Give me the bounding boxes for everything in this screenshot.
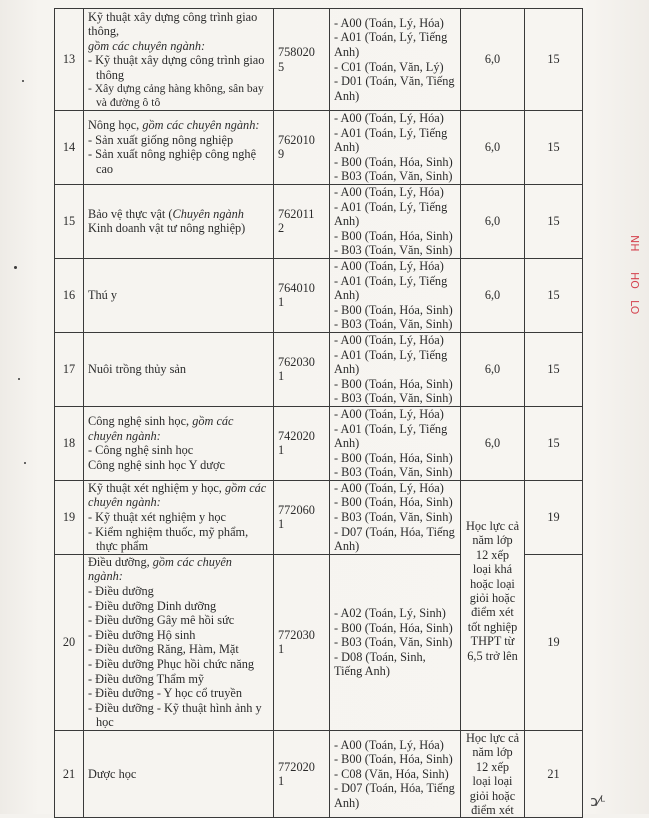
program-code-part: 764010 — [278, 280, 315, 295]
program-name-line: Kỹ thuật xét nghiệm y học, gồm các chuyên ngành: — [88, 480, 267, 510]
program-name-line: - Công nghệ sinh học — [88, 443, 194, 458]
requirement-line: 12 xếp — [475, 547, 510, 562]
minimum-score-cell: 6,0 — [461, 406, 525, 480]
subject-combo: - A00 (Toán, Lý, Hóa) — [334, 737, 444, 752]
subject-combo: - B03 (Toán, Văn, Sinh) — [334, 635, 453, 650]
row-number: 15 — [55, 184, 84, 258]
requirement-line: 12 xếp — [475, 759, 510, 774]
quota-cell: 15 — [525, 258, 583, 332]
program-code-part: 1 — [278, 369, 285, 384]
requirement-line: loại loại — [472, 774, 513, 789]
subject-combos-cell — [330, 480, 461, 554]
subject-combo: - C01 (Toán, Văn, Lý) — [334, 59, 444, 74]
table-row — [55, 9, 583, 111]
program-name-line: - Điều dưỡng Thẩm mỹ — [88, 671, 205, 686]
minimum-score-cell: 6,0 — [461, 111, 525, 185]
program-name-cell — [84, 258, 274, 332]
minimum-score-cell: 6,0 — [461, 184, 525, 258]
program-name-line: - Điều dưỡng - Y học cổ truyền — [88, 686, 242, 701]
row-number: 18 — [55, 406, 84, 480]
requirement-line: điểm xét — [471, 605, 514, 620]
program-name-line: - Điều dưỡng Hộ sinh — [88, 627, 196, 642]
table-row — [55, 480, 583, 554]
subject-combo: - B00 (Toán, Hóa, Sinh) — [334, 228, 453, 243]
requirement-line: hoặc loại — [470, 576, 515, 591]
requirement-line: THPT từ — [470, 634, 515, 649]
subject-combo: - A00 (Toán, Lý, Hóa) — [334, 184, 444, 199]
program-name-cell — [84, 111, 274, 185]
table-row — [55, 332, 583, 406]
requirement-line: năm lớp — [472, 745, 513, 760]
program-code-part: 762011 — [278, 206, 315, 221]
program-name-line: - Điều dưỡng Phục hồi chức năng — [88, 657, 254, 671]
scan-speck — [22, 80, 24, 82]
quota-cell: 19 — [525, 480, 583, 554]
subject-combo: - B00 (Toán, Hóa, Sinh) — [334, 450, 453, 465]
program-name-line: - Điều dưỡng Gây mê hồi sức — [88, 613, 235, 628]
program-code-cell — [274, 480, 330, 554]
subject-combo: - B03 (Toán, Văn, Sinh) — [334, 465, 453, 480]
subject-combo: - B03 (Toán, Văn, Sinh) — [334, 317, 453, 332]
requirement-line: điểm xét — [471, 803, 514, 817]
row-number: 19 — [55, 480, 84, 554]
admission-requirement-cell — [461, 730, 525, 817]
requirement-line: giỏi hoặc — [469, 788, 516, 803]
subject-combos-cell — [330, 554, 461, 730]
program-name-cell — [84, 480, 274, 554]
program-name-line: Bảo vệ thực vật (Chuyên ngành — [88, 206, 244, 221]
subject-combos-cell — [330, 332, 461, 406]
subject-combo: - A00 (Toán, Lý, Hóa) — [334, 258, 444, 273]
subject-combos-cell — [330, 9, 461, 111]
row-number: 20 — [55, 554, 84, 730]
quota-cell: 15 — [525, 406, 583, 480]
program-code-cell — [274, 111, 330, 185]
requirement-line: 6,5 trở lên — [467, 648, 518, 663]
program-name-cell — [84, 406, 274, 480]
subject-combo: - B03 (Toán, Văn, Sinh) — [334, 243, 453, 258]
admission-requirement-cell — [461, 480, 525, 730]
program-name-line: Kỹ thuật xây dựng công trình giao thông, — [88, 9, 258, 39]
program-name-line: - Sản xuất giống nông nghiệp — [88, 132, 234, 147]
subject-combo: - A01 (Toán, Lý, Tiếng Anh) — [334, 30, 448, 59]
program-code-part: 742020 — [278, 428, 315, 443]
subject-combo: - B00 (Toán, Hóa, Sinh) — [334, 620, 453, 635]
subject-combo: - B00 (Toán, Hóa, Sinh) — [334, 302, 453, 317]
program-name-line: - Kỹ thuật xây dựng công trình giao thông — [88, 53, 265, 82]
program-name-line: Nông học, gồm các chuyên ngành: — [88, 118, 260, 133]
subject-combo: - A00 (Toán, Lý, Hóa) — [334, 332, 444, 347]
minimum-score-cell: 6,0 — [461, 332, 525, 406]
handwritten-mark: ɔ⁄ᴸ — [590, 794, 605, 810]
subject-combo: - B03 (Toán, Văn, Sinh) — [334, 510, 453, 525]
subject-combo: - A01 (Toán, Lý, Tiếng Anh) — [334, 421, 448, 451]
minimum-score-cell: 6,0 — [461, 9, 525, 111]
table-row — [55, 730, 583, 817]
program-code-part: 772060 — [278, 502, 315, 517]
subject-combo: - B00 (Toán, Hóa, Sinh) — [334, 495, 453, 510]
program-code-cell — [274, 406, 330, 480]
requirement-line: Học lực cả — [465, 518, 520, 533]
program-name-line: Kinh doanh vật tư nông nghiệp) — [88, 221, 246, 236]
row-number: 21 — [55, 730, 84, 817]
scan-speck — [14, 266, 17, 269]
program-code-cell — [274, 184, 330, 258]
program-name-line: Nuôi trồng thủy sản — [88, 362, 187, 377]
requirement-line: Học lực cả — [465, 730, 520, 745]
subject-combo: - A01 (Toán, Lý, Tiếng Anh) — [334, 273, 448, 303]
program-name-line: Thú y — [88, 288, 118, 303]
program-code-part: 1 — [278, 642, 285, 657]
margin-stamp-fragment: HO — [628, 272, 641, 289]
subject-combo: - B03 (Toán, Văn, Sinh) — [334, 169, 453, 184]
program-code-part: 1 — [278, 443, 285, 458]
program-name-line: - Sản xuất nông nghiệp công nghệ cao — [88, 147, 257, 177]
program-name-line: Công nghệ sinh học Y dược — [88, 457, 225, 472]
program-name-line: - Điều dưỡng Dinh dưỡng — [88, 598, 217, 613]
program-code-cell — [274, 554, 330, 730]
program-code-cell — [274, 730, 330, 817]
table-row — [55, 111, 583, 185]
row-number: 16 — [55, 258, 84, 332]
program-code-cell — [274, 9, 330, 111]
program-code-part: 1 — [278, 774, 285, 789]
subject-combo: - A00 (Toán, Lý, Hóa) — [334, 111, 444, 125]
quota-cell: 15 — [525, 9, 583, 111]
program-name-line: - Điều dưỡng - Kỹ thuật hình ảnh y học — [88, 700, 262, 730]
row-number: 13 — [55, 9, 84, 111]
program-code-part: 1 — [278, 295, 285, 310]
table-row — [55, 406, 583, 480]
quota-cell: 15 — [525, 111, 583, 185]
subject-combo: - D01 (Toán, Văn, Tiếng Anh) — [334, 74, 455, 103]
requirement-line: loại khá — [472, 562, 513, 577]
program-name-line: - Xây dựng cảng hàng không, sân bay và đường ô tô — [88, 82, 264, 109]
program-name-line: - Kỹ thuật xét nghiệm y học — [88, 510, 226, 525]
margin-stamp-fragment: LO — [628, 300, 641, 315]
subject-combo: - A01 (Toán, Lý, Tiếng Anh) — [334, 347, 448, 377]
program-code-part: 758020 — [278, 44, 315, 59]
program-name-line: Dược học — [88, 766, 137, 781]
program-code-part: 762010 — [278, 132, 315, 147]
program-name-cell — [84, 730, 274, 817]
table-row — [55, 258, 583, 332]
subject-combos-cell — [330, 184, 461, 258]
subject-combo: - A00 (Toán, Lý, Hóa) — [334, 480, 444, 495]
admission-table — [54, 8, 583, 818]
subject-combo: - A00 (Toán, Lý, Hóa) — [334, 15, 444, 30]
program-name-line: - Điều dưỡng — [88, 584, 154, 599]
subject-combo: - B00 (Toán, Hóa, Sinh) — [334, 376, 453, 391]
quota-cell: 19 — [525, 554, 583, 730]
subject-combos-cell — [330, 111, 461, 185]
subject-combo: - B00 (Toán, Hóa, Sinh) — [334, 752, 453, 767]
margin-stamp-fragment: NH — [628, 235, 641, 252]
subject-combo: - D07 (Toán, Hóa, Tiếng Anh) — [334, 781, 455, 811]
program-name-cell — [84, 184, 274, 258]
quota-cell: 15 — [525, 332, 583, 406]
subject-combo: - A00 (Toán, Lý, Hóa) — [334, 406, 444, 421]
requirement-line: giỏi hoặc — [469, 590, 516, 605]
row-number: 17 — [55, 332, 84, 406]
program-name-line: - Điều dưỡng Răng, Hàm, Mặt — [88, 642, 239, 657]
subject-combos-cell — [330, 730, 461, 817]
subject-combo: - D08 (Toán, Sinh, Tiếng Anh) — [334, 649, 426, 679]
requirement-line: năm lớp — [472, 533, 513, 548]
subject-combo: - B00 (Toán, Hóa, Sinh) — [334, 154, 453, 169]
quota-cell: 21 — [525, 730, 583, 817]
subject-combo: - A01 (Toán, Lý, Tiếng Anh) — [334, 199, 448, 229]
quota-cell: 15 — [525, 184, 583, 258]
subject-combo: - D07 (Toán, Hóa, Tiếng Anh) — [334, 524, 455, 554]
scan-speck — [18, 378, 20, 380]
program-name-cell — [84, 554, 274, 730]
minimum-score-cell: 6,0 — [461, 258, 525, 332]
program-code-cell — [274, 332, 330, 406]
requirement-line: tốt nghiệp — [467, 619, 518, 634]
program-code-part: 772020 — [278, 759, 315, 774]
program-code-part: 762030 — [278, 354, 315, 369]
program-code-part: 5 — [278, 59, 285, 74]
row-number: 14 — [55, 111, 84, 185]
scan-speck — [24, 462, 26, 464]
program-code-part: 9 — [278, 147, 285, 162]
program-code-cell — [274, 258, 330, 332]
program-name-line: Điều dưỡng, gồm các chuyên ngành: — [88, 554, 232, 584]
program-name-cell — [84, 332, 274, 406]
program-name-line: - Kiểm nghiệm thuốc, mỹ phẩm, thực phẩm — [88, 524, 249, 554]
table-row — [55, 184, 583, 258]
subject-combo: - A01 (Toán, Lý, Tiếng Anh) — [334, 125, 448, 155]
subject-combos-cell — [330, 406, 461, 480]
program-name-line: Công nghệ sinh học, gồm các chuyên ngành: — [88, 414, 234, 443]
program-name-line: gồm các chuyên ngành: — [88, 38, 206, 53]
subject-combo: - A02 (Toán, Lý, Sinh) — [334, 605, 446, 620]
program-name-cell — [84, 9, 274, 111]
program-code-part: 772030 — [278, 627, 315, 642]
subject-combos-cell — [330, 258, 461, 332]
program-code-part: 1 — [278, 517, 285, 532]
subject-combo: - B03 (Toán, Văn, Sinh) — [334, 391, 453, 406]
subject-combo: - C08 (Văn, Hóa, Sinh) — [334, 766, 449, 781]
program-code-part: 2 — [278, 221, 285, 236]
